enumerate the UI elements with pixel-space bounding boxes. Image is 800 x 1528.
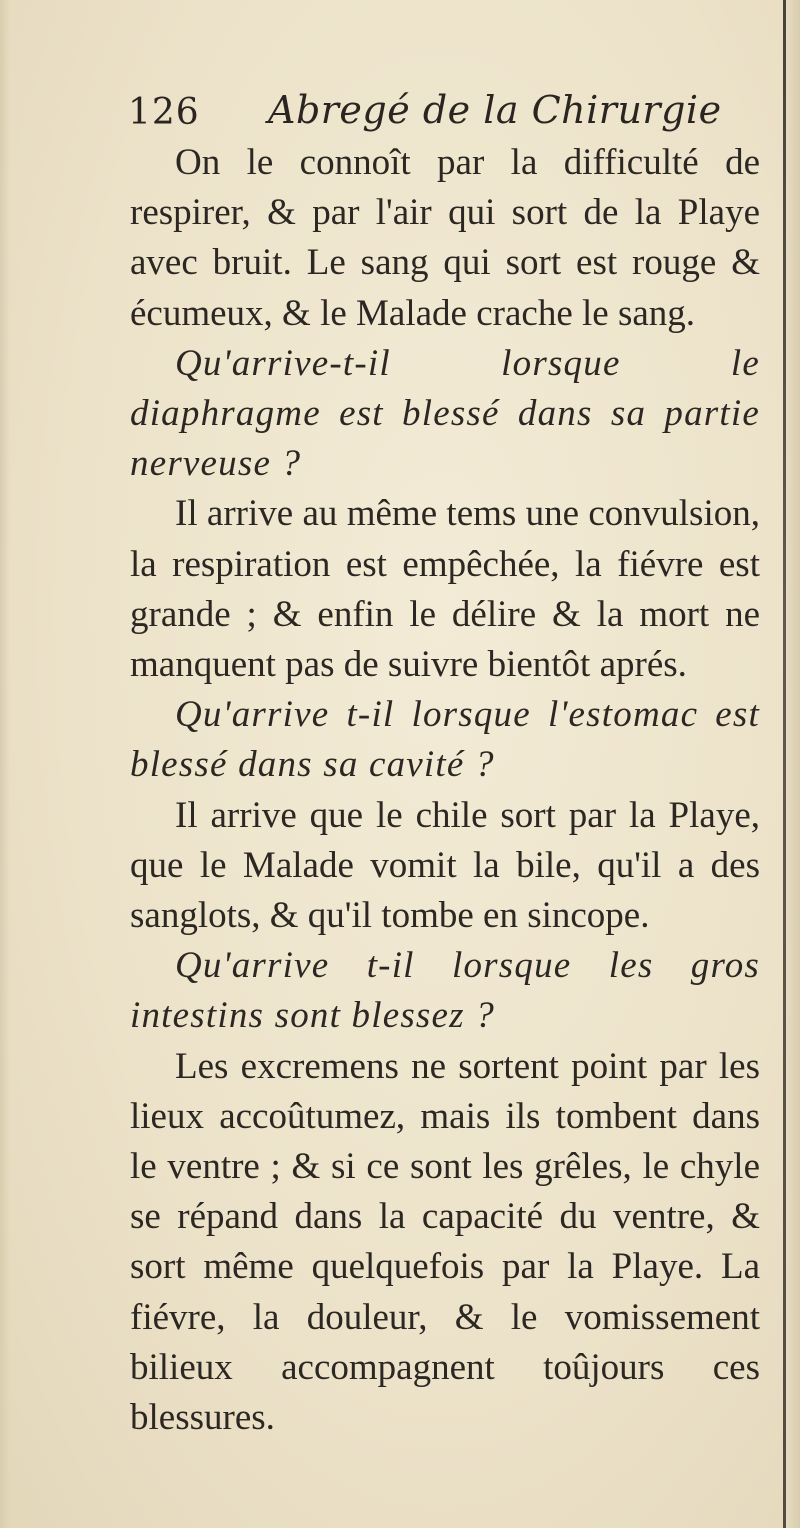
question-paragraph: Qu'arrive t-il lorsque les gros intestins sont blessez ?	[130, 945, 760, 1037]
answer-paragraph: Il arrive que le chile sort par la Playe, que le Malade vomit la bile, qu'il a des sanglots, & qu'il tombe en sincope.	[130, 794, 760, 937]
question-paragraph: Qu'arrive t-il lorsque l'estomac est blessé dans sa cavité ?	[130, 694, 760, 786]
page-edge-line	[783, 0, 786, 1528]
question-paragraph: Qu'arrive-t-il lorsque le diaphragme est blessé dans sa partie nerveuse ?	[130, 342, 760, 485]
answer-paragraph: Les excremens ne sortent point par les lieux accoûtumez, mais ils tombent dans le ventre ; & si ce sont les grêles, le chyle se répand dans la capacité du ventre, & sort même quelquefois par la Playe. La fiévre, la douleur, & le vomissement bilieux accompagnent toûjours ces blessures.	[130, 1045, 760, 1439]
running-title: Abregé de la Chirurgie	[268, 88, 722, 132]
answer-paragraph: Il arrive au même tems une convulsion, la respiration est empêchée, la fiévre est grande ; & enfin le délire & la mort ne manquent pas de suivre bientôt aprés.	[130, 493, 760, 686]
page-gutter-shadow	[0, 0, 10, 1528]
page-body	[130, 138, 760, 1443]
answer-paragraph: On le connoît par la difficulté de respirer, & par l'air qui sort de la Playe avec bruit. Le sang qui sort est rouge & écumeux, & le Malade crache le sang.	[130, 142, 760, 334]
page-edge	[786, 0, 800, 1528]
page-number: 126	[128, 92, 200, 133]
